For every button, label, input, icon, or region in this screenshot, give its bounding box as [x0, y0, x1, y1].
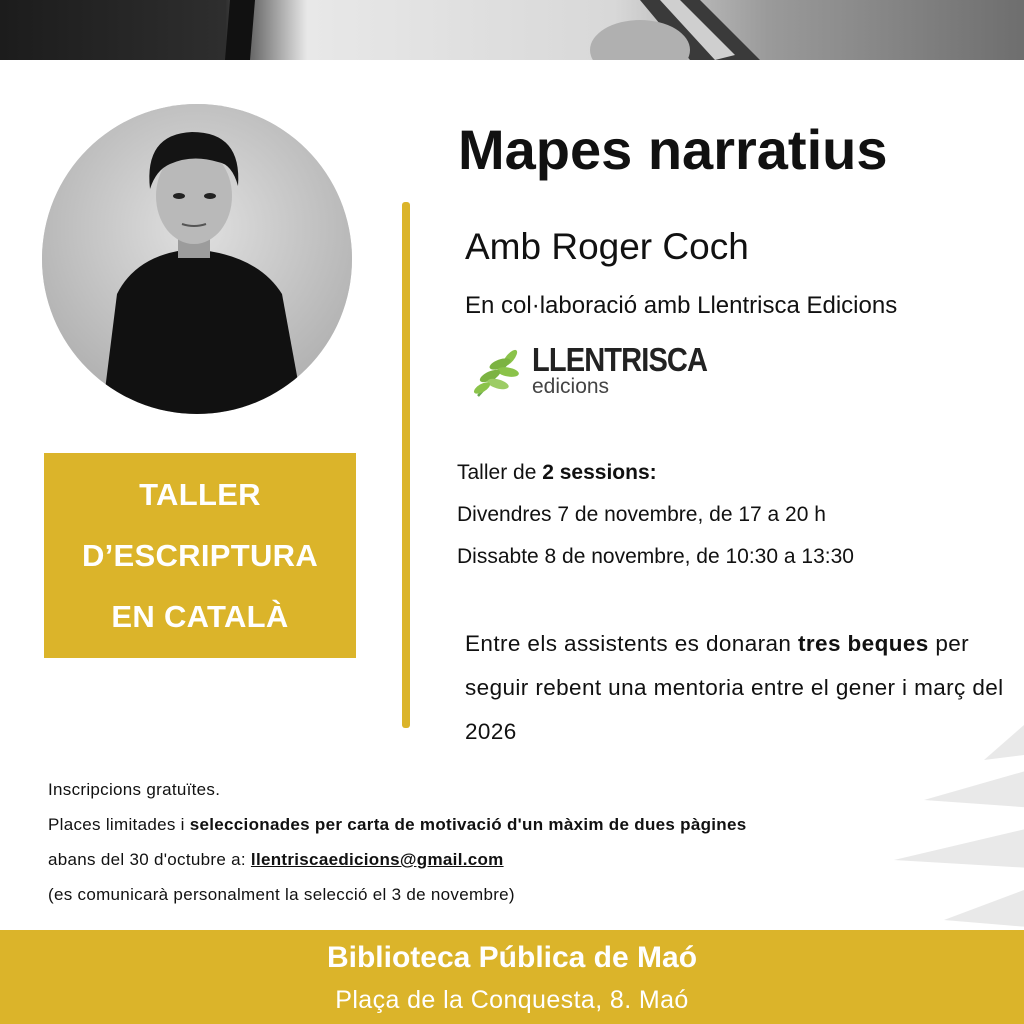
author-line: Amb Roger Coch	[465, 226, 749, 267]
grants-bold: tres beques	[797, 631, 929, 656]
grants-post: per seguir rebent una mentoria entre el gener i març del 2026	[465, 631, 1004, 744]
registration-line	[48, 807, 747, 842]
registration-line	[48, 842, 747, 877]
registration-line2-pre: Places limitades i	[48, 815, 190, 834]
badge-line: TALLER	[139, 477, 261, 512]
registration-info	[48, 772, 747, 912]
registration-line: Inscripcions gratuïtes.	[48, 780, 221, 799]
sessions-block	[457, 452, 854, 578]
logo-sub: edicions	[532, 375, 610, 398]
session-date: Divendres 7 de novembre, de 17 a 20 h	[457, 503, 826, 526]
session-date: Dissabte 8 de novembre, de 10:30 a 13:30	[457, 545, 854, 568]
email-link[interactable]: llentriscaedicions@gmail.com	[250, 850, 504, 869]
sessions-heading	[457, 452, 854, 494]
vertical-divider	[402, 202, 410, 728]
author-portrait	[42, 104, 352, 414]
registration-line2-bold: seleccionades per carta de motivació d'un màxim de dues pàgines	[189, 815, 747, 834]
badge-line: EN CATALÀ	[111, 599, 289, 634]
venue-name: Biblioteca Pública de Maó	[326, 941, 698, 974]
header-photo	[0, 0, 1024, 60]
badge-line: D’ESCRIPTURA	[81, 538, 319, 573]
event-title: Mapes narratius	[458, 118, 888, 181]
registration-line: (es comunicarà personalment la selecció el 3 de novembre)	[48, 885, 515, 904]
registration-line3-pre: abans del 30 d'octubre a:	[48, 850, 251, 869]
venue-address: Plaça de la Conquesta, 8. Maó	[335, 986, 689, 1014]
sessions-count: 2 sessions:	[542, 461, 657, 484]
collaboration-line: En col·laboració amb Llentrisca Edicions	[465, 292, 898, 319]
logo-name: LLENTRISCA	[532, 341, 708, 378]
workshop-badge	[44, 453, 356, 658]
grants-text	[465, 622, 1005, 754]
sessions-intro: Taller de	[457, 461, 543, 484]
grants-pre: Entre els assistents es donaran	[465, 631, 798, 656]
publisher-logo	[532, 340, 731, 396]
leaf-icon	[470, 346, 526, 402]
